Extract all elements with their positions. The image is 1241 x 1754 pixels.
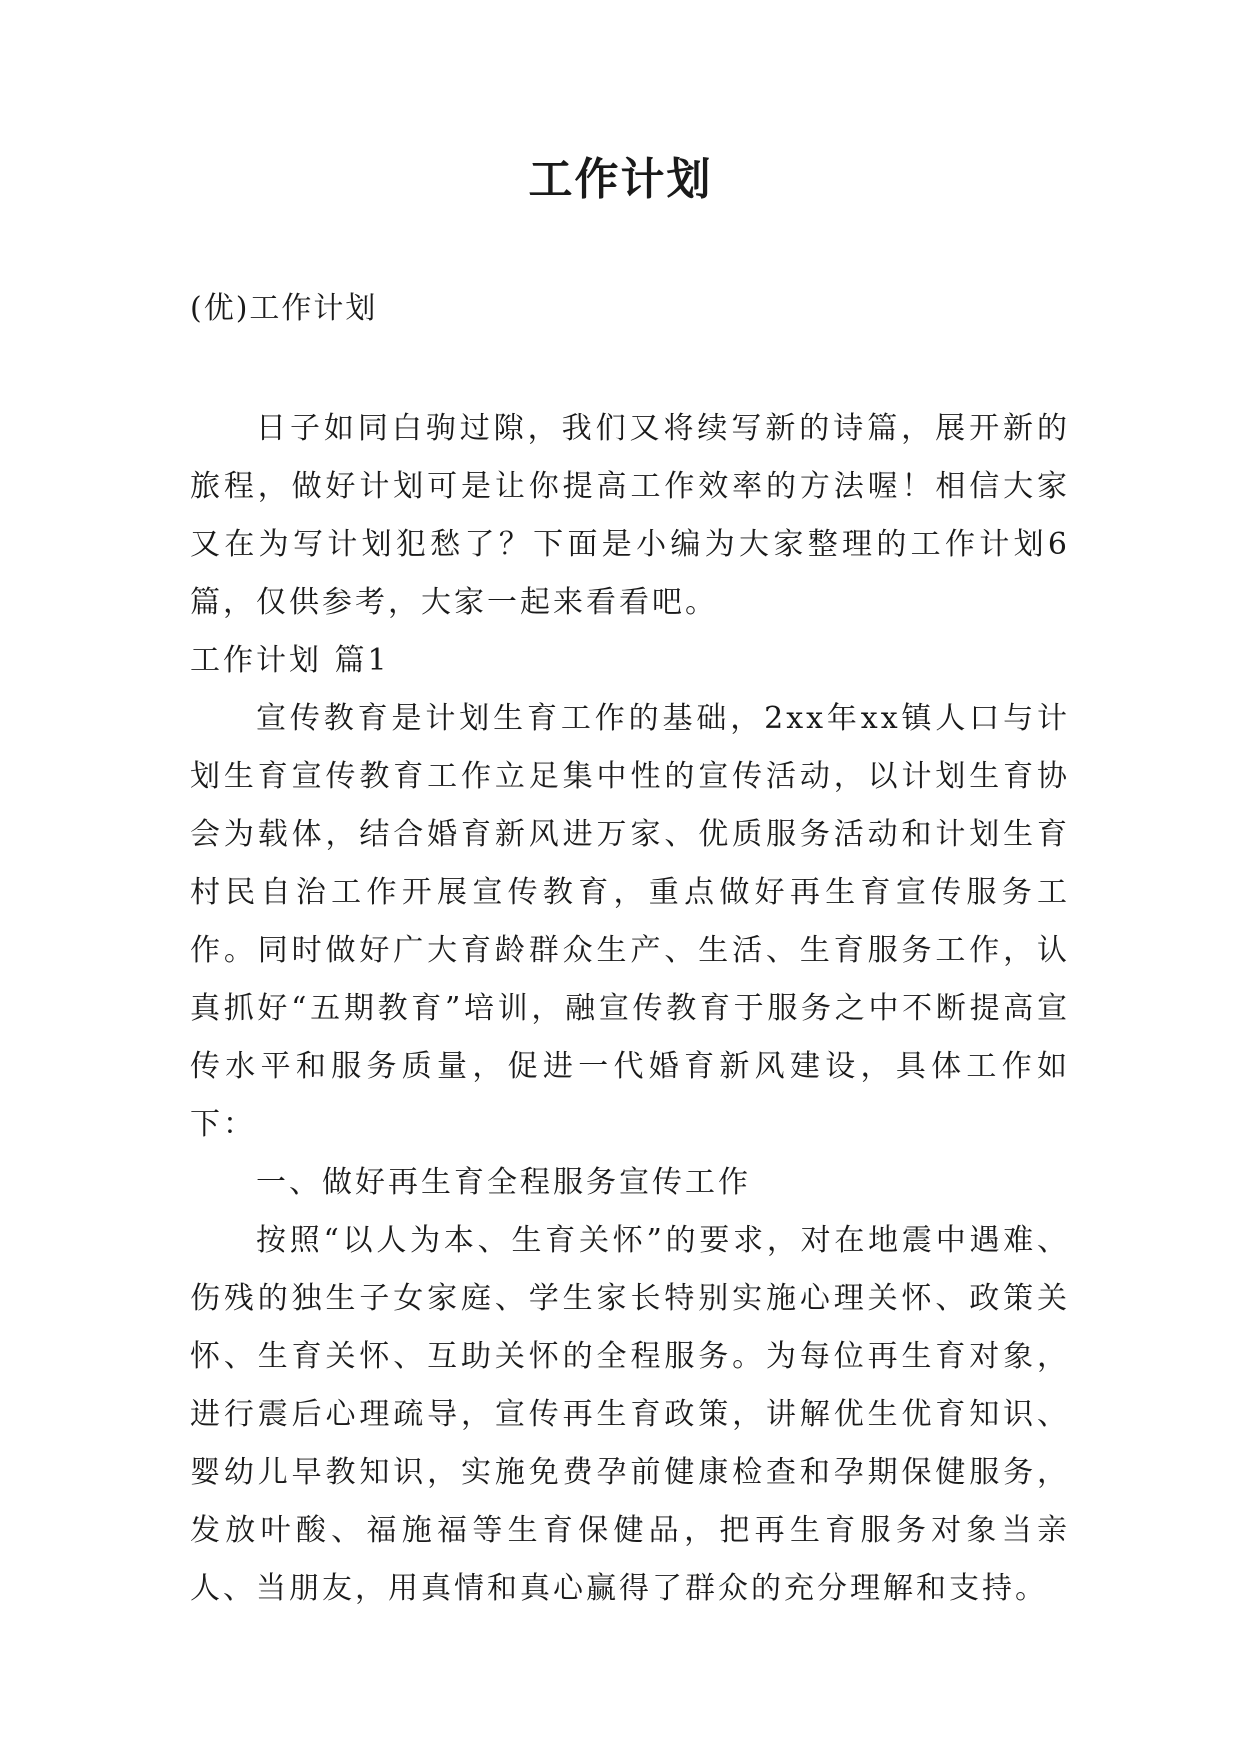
subsection-heading: 一、做好再生育全程服务宣传工作 [256,1165,751,1200]
document-body [190,400,1070,1618]
document-title: 工作计划 [528,154,713,205]
body-paragraph: 宣传教育是计划生育工作的基础，2xx年xx镇人口与计划生育宣传教育工作立足集中性的宣传活动，以计划生育协会为载体，结合婚育新风进万家、优质服务活动和计划生育村民自治工作开展宣传教育，重点做好再生育宣传服务工作。同时做好广大育龄群众生产、生活、生育服务工作，认真抓好“五期教育”培训，融宣传教育于服务之中不断提高宣传水平和服务质量，促进一代婚育新风建设，具体工作如下： [190,701,1070,1142]
body-paragraph: 按照“以人为本、生育关怀”的要求，对在地震中遇难、伤残的独生子女家庭、学生家长特别实施心理关怀、政策关怀、生育关怀、互助关怀的全程服务。为每位再生育对象，进行震后心理疏导，宣传再生育政策，讲解优生优育知识、婴幼儿早教知识，实施免费孕前健康检查和孕期保健服务，发放叶酸、福施福等生育保健品，把再生育服务对象当亲人、当朋友，用真情和真心赢得了群众的充分理解和支持。 [190,1223,1070,1606]
intro-paragraph: 日子如同白驹过隙，我们又将续写新的诗篇，展开新的旅程，做好计划可是让你提高工作效率的方法喔！相信大家又在为写计划犯愁了？下面是小编为大家整理的工作计划6篇，仅供参考，大家一起来看看吧。 [190,411,1070,620]
document-subtitle: (优)工作计划 [190,291,378,326]
section-heading: 工作计划 篇1 [190,643,390,678]
